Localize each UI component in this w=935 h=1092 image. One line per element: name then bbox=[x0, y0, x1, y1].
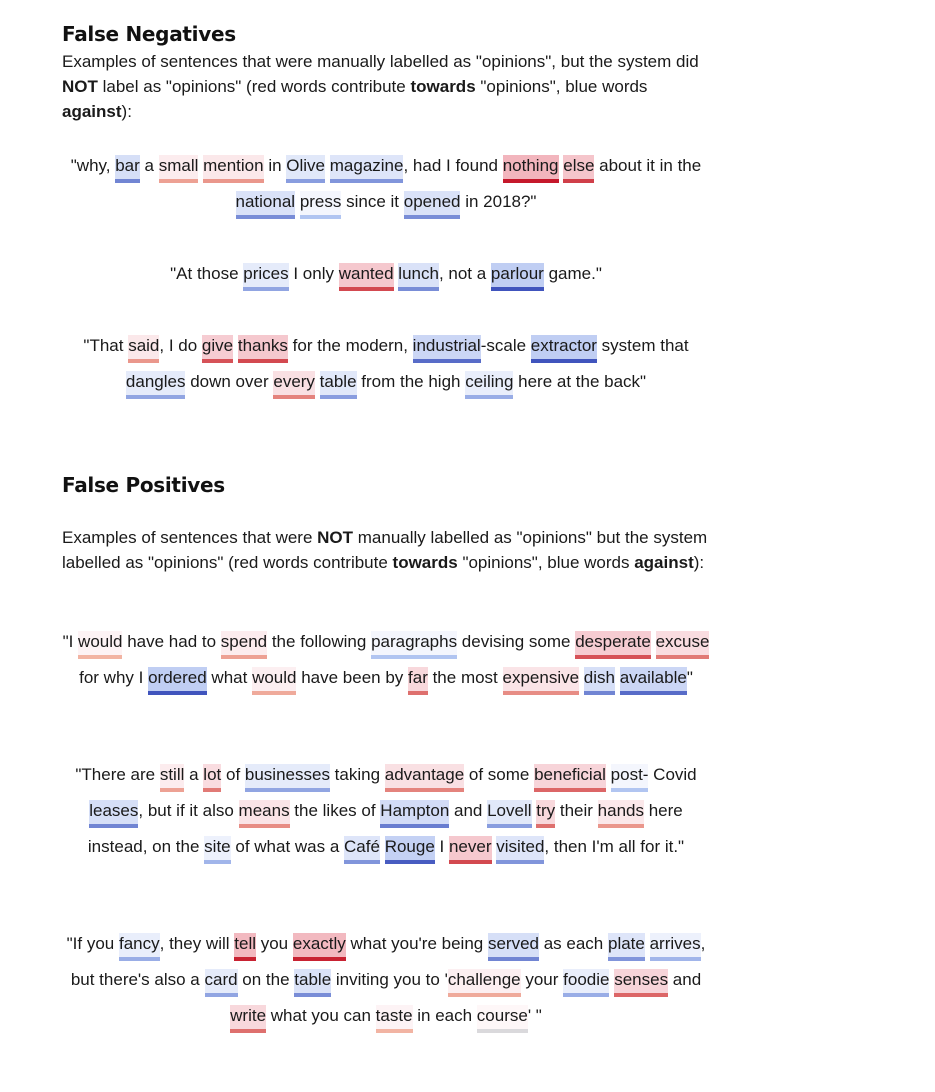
description-text: "opinions", blue words bbox=[475, 77, 648, 96]
highlighted-word-against: plate bbox=[608, 933, 645, 961]
highlighted-word-against: national bbox=[236, 191, 296, 219]
highlighted-word-towards: tell bbox=[234, 933, 256, 961]
highlighted-word-towards: exactly bbox=[293, 933, 346, 961]
example-sentence: "At those prices I only wanted lunch, not a parlour game." bbox=[62, 256, 710, 292]
highlighted-word-against: visited bbox=[496, 836, 544, 864]
highlighted-word-towards: wanted bbox=[339, 263, 394, 291]
highlighted-word-towards: spend bbox=[221, 631, 267, 659]
highlighted-word-towards: lot bbox=[203, 764, 221, 792]
highlighted-word-towards: nothing bbox=[503, 155, 559, 183]
highlighted-word-towards: excuse bbox=[656, 631, 710, 659]
highlighted-word-against: foodie bbox=[563, 969, 609, 997]
highlighted-word-towards: thanks bbox=[238, 335, 288, 363]
highlighted-word-against: table bbox=[320, 371, 357, 399]
highlighted-word-towards: taste bbox=[376, 1005, 413, 1033]
highlighted-word-against: parlour bbox=[491, 263, 544, 291]
example-sentence: "That said, I do give thanks for the modern, industrial-scale extractor system that dangles down over every table from the high ceiling here at the back" bbox=[62, 328, 710, 400]
highlighted-word-towards: give bbox=[202, 335, 233, 363]
emphasis-text: against bbox=[634, 553, 694, 572]
description-text: ): bbox=[693, 553, 705, 572]
highlighted-word-towards: advantage bbox=[385, 764, 464, 792]
highlighted-word-towards: write bbox=[230, 1005, 266, 1033]
highlighted-word-against: table bbox=[294, 969, 331, 997]
highlighted-word-against: leases bbox=[89, 800, 138, 828]
example-sentence: "If you fancy, they will tell you exactly what you're being served as each plate arrives, but there's also a card on the table inviting you to 'challenge your foodie senses and write what you can taste in each course' " bbox=[62, 926, 710, 1034]
highlighted-word-against: ordered bbox=[148, 667, 207, 695]
false-negatives-heading: False Negatives bbox=[62, 22, 236, 46]
highlighted-word-against: prices bbox=[243, 263, 288, 291]
highlighted-word-towards: far bbox=[408, 667, 428, 695]
highlighted-word-against: dish bbox=[584, 667, 615, 695]
highlighted-word-against: post- bbox=[611, 764, 649, 792]
highlighted-word-against: opened bbox=[404, 191, 461, 219]
highlighted-word-towards: small bbox=[159, 155, 199, 183]
highlighted-word-against: Rouge bbox=[385, 836, 435, 864]
highlighted-word-against: Olive bbox=[286, 155, 325, 183]
highlighted-word-towards: hands bbox=[598, 800, 644, 828]
highlighted-word-against: Hampton bbox=[380, 800, 449, 828]
description-text: Examples of sentences that were bbox=[62, 528, 318, 547]
example-sentence: "There are still a lot of businesses taking advantage of some beneficial post- Covid leases, but if it also means the likes of Hampton and Lovell try their hands here instead, on the site of what was a Café Rouge I never visited, then I'm all for it." bbox=[62, 757, 710, 865]
highlighted-word-towards: means bbox=[239, 800, 290, 828]
highlighted-word-against: available bbox=[620, 667, 687, 695]
highlighted-word-towards: beneficial bbox=[534, 764, 606, 792]
highlighted-word-against: lunch bbox=[398, 263, 439, 291]
example-sentence: "I would have had to spend the following paragraphs devising some desperate excuse for why I ordered what would have been by far the most expensive dish available" bbox=[62, 624, 710, 696]
highlighted-word-towards: would bbox=[78, 631, 122, 659]
highlighted-word-against: site bbox=[204, 836, 230, 864]
highlighted-word-against: fancy bbox=[119, 933, 160, 961]
highlighted-word-towards: would bbox=[252, 667, 296, 695]
highlighted-word-against: ceiling bbox=[465, 371, 513, 399]
highlighted-word-towards: mention bbox=[203, 155, 263, 183]
highlighted-word-against: Café bbox=[344, 836, 380, 864]
emphasis-text: NOT bbox=[317, 528, 354, 547]
highlighted-word-against: press bbox=[300, 191, 342, 219]
highlighted-word-towards: said bbox=[128, 335, 159, 363]
highlighted-word-towards: every bbox=[273, 371, 315, 399]
false-positives-heading: False Positives bbox=[62, 473, 225, 497]
description-text: label as "opinions" (red words contribute bbox=[97, 77, 411, 96]
false-positives-description bbox=[62, 525, 710, 575]
highlighted-word-against: businesses bbox=[245, 764, 330, 792]
description-text: ): bbox=[121, 102, 132, 121]
emphasis-text: towards bbox=[392, 553, 458, 572]
highlighted-word-against: magazine bbox=[330, 155, 404, 183]
highlighted-word-towards: challenge bbox=[448, 969, 521, 997]
highlighted-word-against: industrial bbox=[413, 335, 481, 363]
highlighted-word-towards: expensive bbox=[503, 667, 580, 695]
highlighted-word-towards: course bbox=[477, 1005, 528, 1033]
highlighted-word-towards: else bbox=[563, 155, 594, 183]
highlighted-word-against: extractor bbox=[531, 335, 597, 363]
highlighted-word-against: paragraphs bbox=[371, 631, 457, 659]
highlighted-word-towards: desperate bbox=[575, 631, 651, 659]
highlighted-word-towards: senses bbox=[614, 969, 668, 997]
highlighted-word-against: dangles bbox=[126, 371, 186, 399]
description-text: "opinions", blue words bbox=[457, 553, 635, 572]
emphasis-text: against bbox=[62, 102, 122, 121]
highlighted-word-against: bar bbox=[115, 155, 140, 183]
highlighted-word-against: served bbox=[488, 933, 539, 961]
description-text: manually labelled as "opinions" but the system labelled as "opinions" (red words contribute bbox=[62, 528, 708, 572]
highlighted-word-against: Lovell bbox=[487, 800, 531, 828]
highlighted-word-towards: still bbox=[160, 764, 185, 792]
highlighted-word-against: arrives bbox=[650, 933, 701, 961]
highlighted-word-towards: try bbox=[536, 800, 555, 828]
highlighted-word-towards: never bbox=[449, 836, 492, 864]
description-text: Examples of sentences that were manually labelled as "opinions", but the system did bbox=[62, 52, 699, 71]
emphasis-text: towards bbox=[410, 77, 476, 96]
emphasis-text: NOT bbox=[62, 77, 98, 96]
highlighted-word-against: card bbox=[205, 969, 238, 997]
example-sentence: "why, bar a small mention in Olive magazine, had I found nothing else about it in the national press since it opened in 2018?" bbox=[62, 148, 710, 220]
false-negatives-description bbox=[62, 49, 710, 124]
